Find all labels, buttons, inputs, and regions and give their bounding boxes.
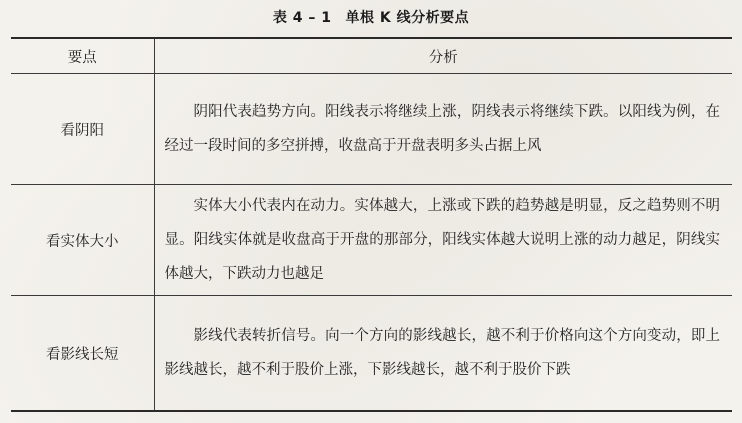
table-caption [0, 0, 742, 34]
header-point: 要点 [11, 38, 154, 74]
k-line-analysis-table [11, 37, 732, 412]
table-title: 单根 K 线分析要点 [345, 10, 470, 26]
header-analysis: 分析 [154, 38, 732, 74]
point-cell: 看实体大小 [11, 185, 154, 296]
analysis-cell: 阴阳代表趋势方向。阳线表示将继续上涨，阴线表示将继续下跌。以阳线为例，在经过一段时间的多空拼搏，收盘高于开盘表明多头占据上风 [154, 74, 732, 185]
analysis-cell: 实体大小代表内在动力。实体越大，上涨或下跌的趋势越是明显，反之趋势则不明显。阳线实体就是收盘高于开盘的那部分，阳线实体越大说明上涨的动力越足，阴线实体越大，下跌动力也越足 [154, 185, 732, 296]
analysis-cell: 影线代表转折信号。向一个方向的影线越长，越不利于价格向这个方向变动，即上影线越长，越不利于股价上涨，下影线越长，越不利于股价下跌 [164, 328, 720, 378]
point-cell: 看阴阳 [11, 74, 154, 185]
table-header-row [11, 38, 732, 74]
point-cell: 看影线长短 [11, 296, 154, 412]
table-row [11, 74, 732, 185]
table-row [11, 296, 732, 412]
table-row [11, 185, 732, 296]
table-number: 表 4 – 1 [272, 10, 332, 26]
